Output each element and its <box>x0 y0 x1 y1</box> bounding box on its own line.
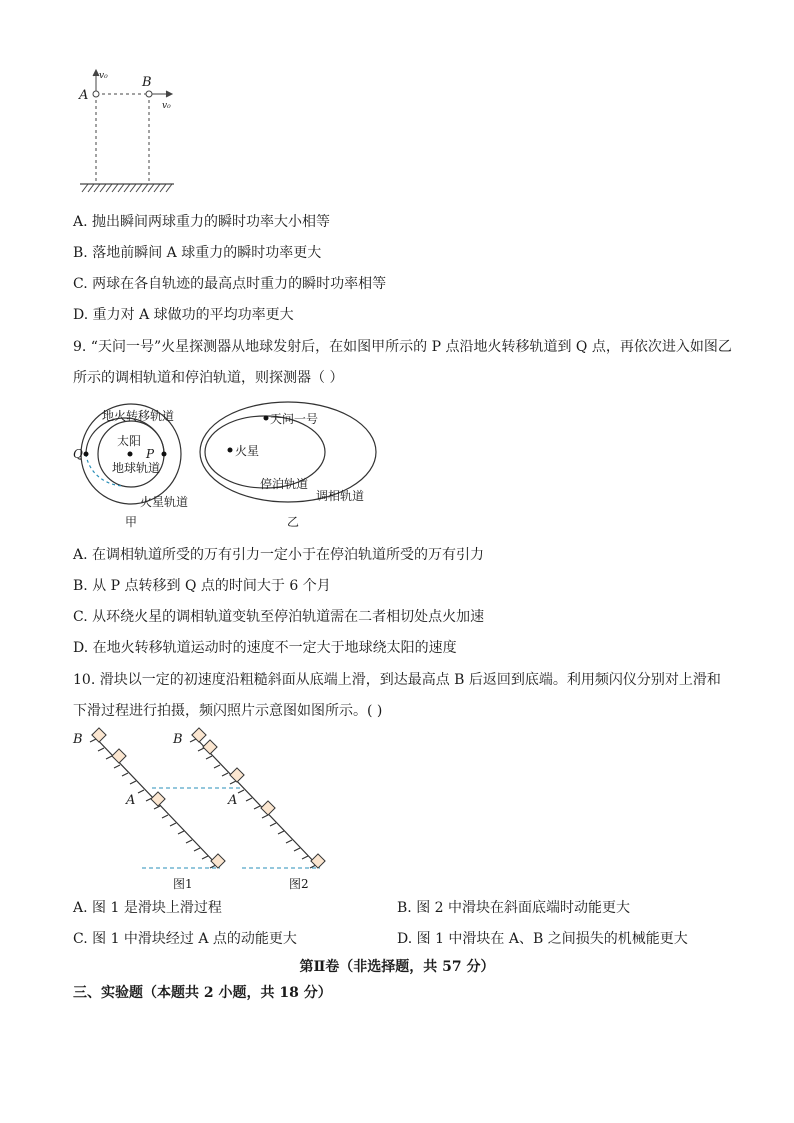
q10-option-d: D. 图 1 中滑块在 A、B 之间损失的机械能更大 <box>397 931 688 947</box>
q10-stem-line1: 10. 滑块以一定的初速度沿粗糙斜面从底端上滑，到达最高点 B 后返回到底端。利用频闪仪分别对上滑和 <box>73 672 721 688</box>
jia-transfer-orbit-label: 地火转移轨道 <box>102 409 175 423</box>
yi-probe-label: 天问一号 <box>270 412 319 426</box>
yi-caption: 乙 <box>287 515 300 529</box>
q8-option-a: A. 抛出瞬间两球重力的瞬时功率大小相等 <box>73 214 331 230</box>
fig1-caption: 图1 <box>173 877 193 891</box>
q9-stem-line1: 9. “天问一号”火星探测器从地球发射后，在如图甲所示的 P 点沿地火转移轨道到 Q 点，再依次进入如图乙 <box>73 339 732 355</box>
label-v0-a: v₀ <box>99 71 108 81</box>
yi-mars-label: 火星 <box>235 444 260 458</box>
incline-figures <box>70 726 340 892</box>
yi-phasing-orbit-label: 调相轨道 <box>316 489 365 503</box>
orbit-figure-yi <box>200 398 390 530</box>
q9-option-c: C. 从环绕火星的调相轨道变轨至停泊轨道需在二者相切处点火加速 <box>73 609 485 625</box>
fig2-caption: 图2 <box>289 877 309 891</box>
section3-title: 三、实验题（本题共 2 小题，共 18 分） <box>73 985 332 1001</box>
label-b: B <box>142 75 152 90</box>
jia-q-label: Q <box>73 447 83 461</box>
jia-sun-label: 太阳 <box>117 434 142 448</box>
q9-stem-line2: 所示的调相轨道和停泊轨道，则探测器（ ） <box>73 370 344 386</box>
q9-option-b: B. 从 P 点转移到 Q 点的时间大于 6 个月 <box>73 578 331 594</box>
projectile-figure <box>70 64 190 194</box>
jia-caption: 甲 <box>125 515 138 529</box>
q8-option-d: D. 重力对 A 球做功的平均功率更大 <box>73 307 294 323</box>
orbit-figure-jia <box>70 398 200 530</box>
q10-option-b: B. 图 2 中滑块在斜面底端时动能更大 <box>397 900 630 916</box>
jia-p-label: P <box>146 447 155 461</box>
fig2-label-b: B <box>173 732 183 747</box>
label-a: A <box>79 88 89 103</box>
fig1-label-a: A <box>126 793 136 808</box>
q10-stem-line2: 下滑过程进行拍摄，频闪照片示意图如图所示。( ) <box>73 703 383 719</box>
jia-mars-orbit-label: 火星轨道 <box>140 495 189 509</box>
q8-option-b: B. 落地前瞬间 A 球重力的瞬时功率更大 <box>73 245 322 261</box>
part2-title: 第Ⅱ卷（非选择题，共 57 分） <box>299 959 495 975</box>
q8-option-c: C. 两球在各自轨迹的最高点时重力的瞬时功率相等 <box>73 276 387 292</box>
q10-option-a: A. 图 1 是滑块上滑过程 <box>73 900 222 916</box>
fig1-label-b: B <box>73 732 83 747</box>
jia-earth-orbit-label: 地球轨道 <box>112 461 161 475</box>
label-v0-b: v₀ <box>162 101 171 111</box>
q10-option-c: C. 图 1 中滑块经过 A 点的动能更大 <box>73 931 297 947</box>
yi-parking-orbit-label: 停泊轨道 <box>260 477 309 491</box>
q9-option-a: A. 在调相轨道所受的万有引力一定小于在停泊轨道所受的万有引力 <box>73 547 485 563</box>
fig2-label-a: A <box>228 793 238 808</box>
q9-option-d: D. 在地火转移轨道运动时的速度不一定大于地球绕太阳的速度 <box>73 640 457 656</box>
